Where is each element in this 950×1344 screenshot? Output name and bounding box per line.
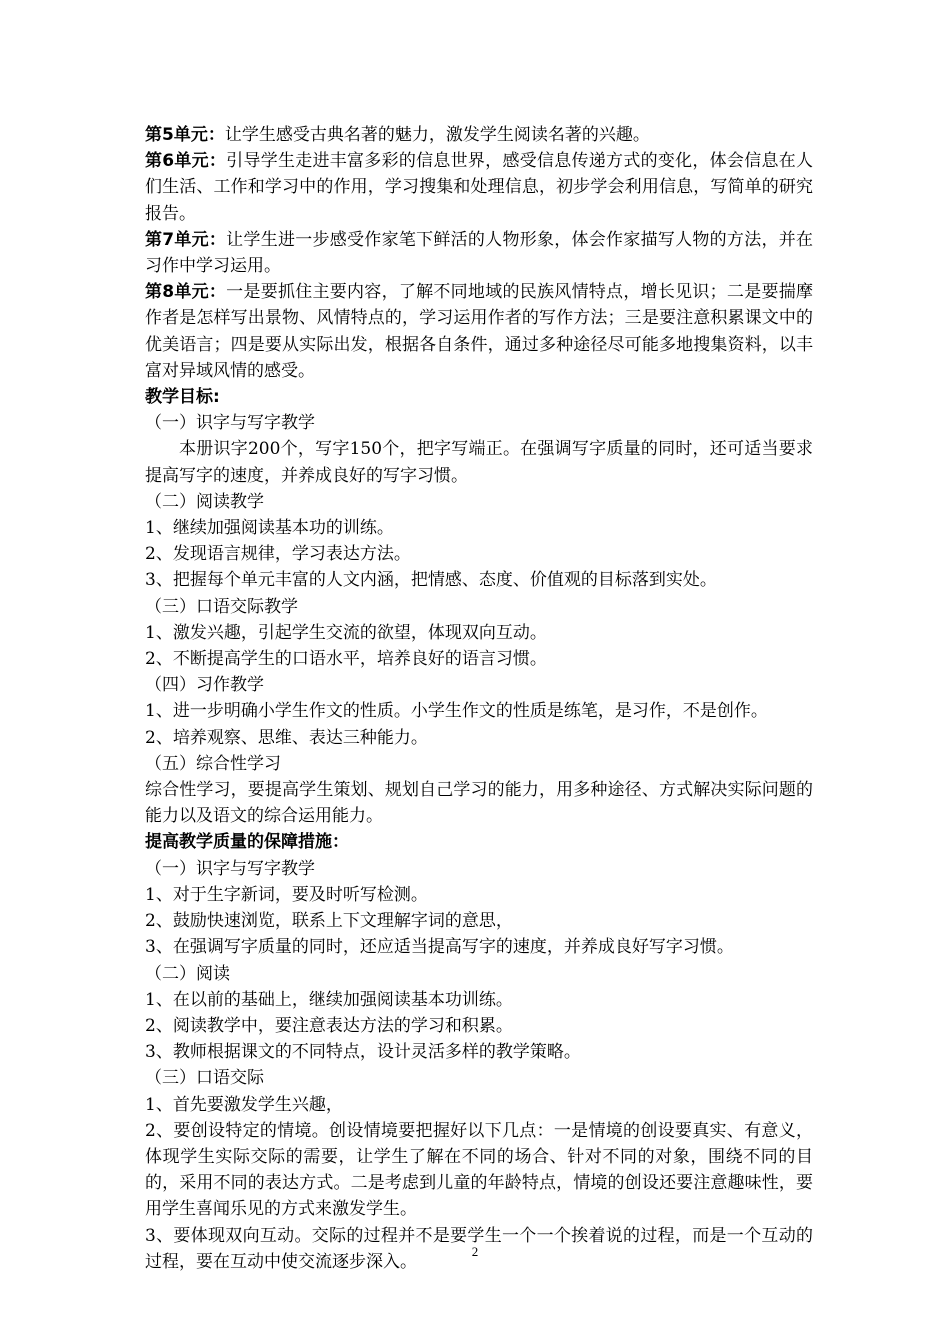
list-item: 1、对于生字新词，要及时听写检测。 — [145, 884, 428, 905]
unit-8-paragraph — [145, 279, 813, 384]
list-item: 2、不断提高学生的口语水平，培养良好的语言习惯。 — [145, 649, 547, 670]
list-item: 1、首先要激发学生兴趣， — [145, 1094, 343, 1115]
goals-section-5-text: 综合性学习，要提高学生策划、规划自己学习的能力，用多种途径、方式解决实际问题的能力以及语文的综合运用能力。 — [145, 780, 813, 827]
unit-7-text: 让学生进一步感受作家笔下鲜活的人物形象，体会作家描写人物的方法，并在习作中学习运用。 — [145, 229, 813, 277]
list-item: 3、教师根据课文的不同特点，设计灵活多样的教学策略。 — [145, 1042, 581, 1063]
goals-section-1-title: （一）识字与写字教学 — [145, 413, 315, 434]
unit-6-label: 第6单元： — [145, 151, 227, 172]
unit-8-label: 第8单元： — [145, 282, 227, 303]
unit-5-paragraph — [145, 122, 813, 148]
measures-section-1-title: （一）识字与写字教学 — [145, 858, 315, 879]
list-item: 2、阅读教学中，要注意表达方法的学习和积累。 — [145, 1015, 513, 1036]
list-item: 2、培养观察、思维、表达三种能力。 — [145, 727, 428, 748]
goals-section-1-text: 本册识字200个，写字150个，把字写端正。在强调写字质量的同时，还可适当要求提高写字的速度，并养成良好的写字习惯。 — [145, 439, 813, 486]
list-item: 1、激发兴趣，引起学生交流的欲望，体现双向互动。 — [145, 622, 547, 643]
unit-6-text: 引导学生走进丰富多彩的信息世界，感受信息传递方式的变化，体会信息在人们生活、工作和学习中的作用，学习搜集和处理信息，初步学会利用信息，写简单的研究报告。 — [145, 151, 813, 224]
list-item: 1、继续加强阅读基本功的训练。 — [145, 518, 394, 539]
goals-section-3-title: （三）口语交际教学 — [145, 596, 298, 617]
page-number: 2 — [471, 1244, 479, 1259]
goals-heading: 教学目标: — [145, 387, 220, 408]
goals-section-2-title: （二）阅读教学 — [145, 491, 264, 512]
list-item: 2、要创设特定的情境。创设情境要把握好以下几点：一是情境的创设要真实、有意义，体现学生实际交际的需要，让学生了解在不同的场合、针对不同的对象，围绕不同的目的，采用不同的表达方式。二是考虑到儿童的年龄特点，情境的创设还要注意趣味性，要用学生喜闻乐见的方式来激发学生。 — [145, 1120, 813, 1220]
unit-5-text: 让学生感受古典名著的魅力，激发学生阅读名著的兴趣。 — [224, 125, 650, 145]
list-item: 3、在强调写字质量的同时，还应适当提高写字的速度，并养成良好写字习惯。 — [145, 937, 734, 958]
list-item: 3、把握每个单元丰富的人文内涵，把情感、态度、价值观的目标落到实处。 — [145, 570, 717, 591]
measures-section-3-title: （三）口语交际 — [145, 1068, 264, 1089]
list-item: 3、要体现双向互动。交际的过程并不是要学生一个一个挨着说的过程，而是一个互动的过程，要在互动中使交流逐步深入。 — [145, 1225, 813, 1272]
unit-7-paragraph — [145, 227, 813, 279]
goals-section-5-title: （五）综合性学习 — [145, 753, 281, 774]
unit-5-label: 第5单元： — [145, 125, 225, 145]
list-item: 1、在以前的基础上，继续加强阅读基本功训练。 — [145, 989, 513, 1010]
unit-7-label: 第7单元： — [145, 229, 227, 250]
document-body — [145, 122, 813, 1275]
list-item: 2、发现语言规律，学习表达方法。 — [145, 544, 411, 565]
measures-section-2-title: （二）阅读 — [145, 963, 230, 984]
unit-6-paragraph — [145, 148, 813, 227]
goals-section-4-title: （四）习作教学 — [145, 675, 264, 696]
unit-8-text: 一是要抓住主要内容，了解不同地域的民族风情特点，增长见识；二是要揣摩作者是怎样写出景物、风情特点的，学习运用作者的写作方法；三是要注意积累课文中的优美语言；四是要从实际出发，根据各自条件，通过多种途径尽可能多地搜集资料，以丰富对异域风情的感受。 — [145, 282, 813, 381]
list-item: 1、进一步明确小学生作文的性质。小学生作文的性质是练笔，是习作，不是创作。 — [145, 701, 768, 722]
list-item: 2、鼓励快速浏览，联系上下文理解字词的意思， — [145, 911, 513, 932]
measures-heading: 提高教学质量的保障措施： — [145, 832, 349, 853]
